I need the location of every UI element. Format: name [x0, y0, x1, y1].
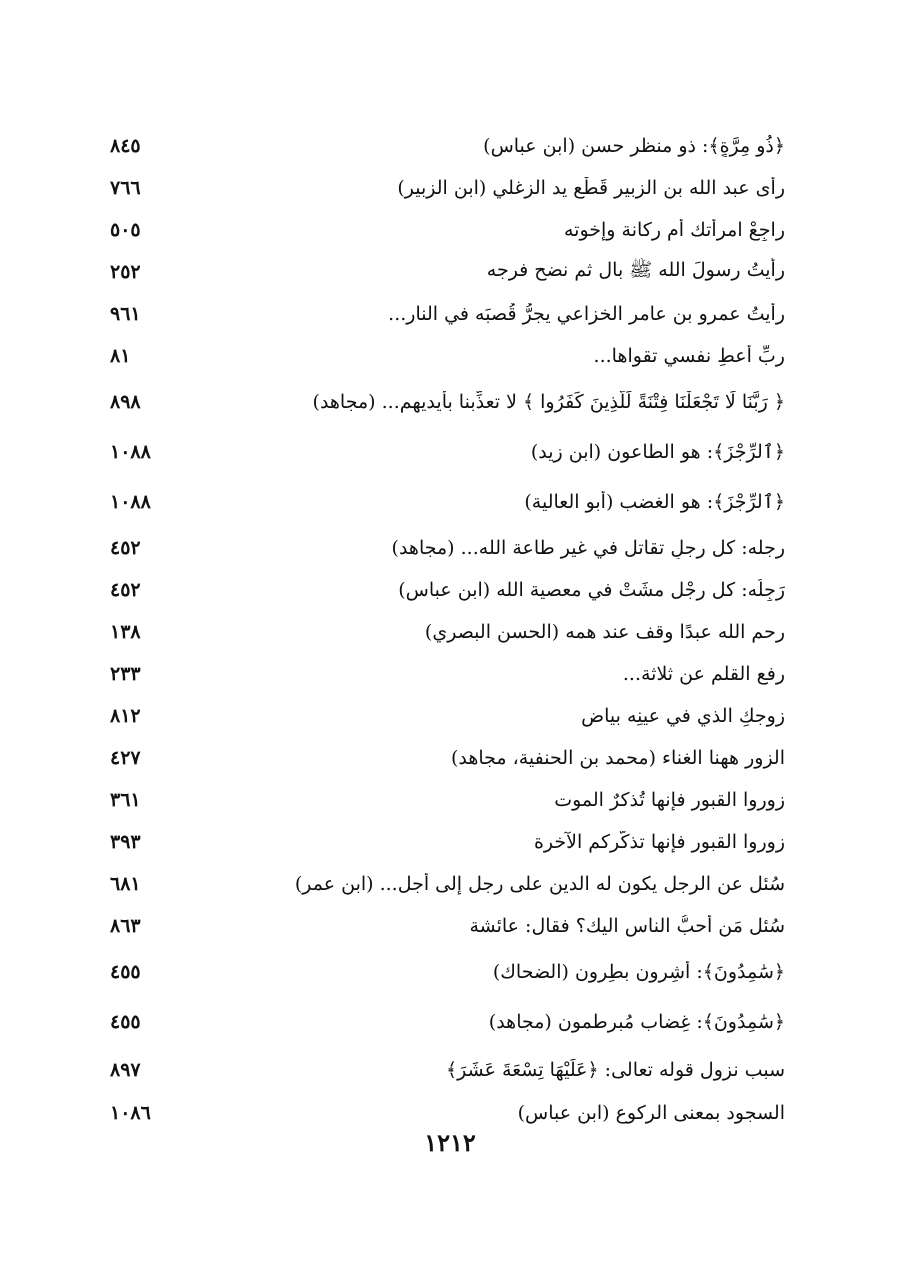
entry-text: زوجكِ الذي في عينِه بياض	[581, 705, 785, 727]
entry-page-number: ٨٤٥	[110, 135, 141, 157]
entry-page-number: ٣٩٣	[110, 831, 141, 853]
entry-text: زوروا القبور فإنها تُذكرٌ الموت	[554, 789, 785, 811]
entry-text: زوروا القبور فإنها تذكّركم الآخرة	[533, 831, 785, 853]
entry-page-number: ٢٣٣	[110, 663, 141, 685]
entry-page-number: ١٠٨٨	[110, 441, 151, 463]
entry-page-number: ٣٦١	[110, 789, 141, 811]
entry-text: رأى عبد الله بن الزبير قَطْع يد الزغلي (ابن الزبير)	[397, 177, 785, 199]
entry-page-number: ١٠٨٨	[110, 491, 151, 513]
index-entry	[110, 477, 785, 527]
index-entry	[110, 377, 785, 427]
entry-page-number: ٤٥٢	[110, 537, 141, 559]
index-entry	[110, 947, 785, 997]
entry-text: ﴿سَٰمِدُونَ﴾: أشِرون بطِرون (الضحاك)	[492, 961, 785, 983]
entry-text: سُئل مَن أحبُّ الناس اليك؟ فقال: عائشة	[469, 915, 785, 937]
index-entry	[110, 335, 785, 377]
entry-page-number: ٤٥٢	[110, 579, 141, 601]
entry-text: سبب نزول قوله تعالى: ﴿عَلَيْهَا تِسْعَةَ عَشَرَ﴾	[446, 1058, 785, 1081]
index-list	[110, 125, 785, 1134]
entry-page-number: ٦٨١	[110, 873, 141, 895]
index-entry	[110, 653, 785, 695]
index-entry	[110, 209, 785, 251]
index-entry	[110, 863, 785, 905]
index-entry	[110, 779, 785, 821]
entry-text: ﴿ٱلرِّجْزَ﴾: هو الغضب (أبو العالية)	[524, 491, 785, 513]
entry-page-number: ٨٦٣	[110, 915, 141, 937]
page-number: ١٢١٢	[424, 1128, 476, 1157]
entry-page-number: ١٠٨٦	[110, 1102, 151, 1124]
entry-text: السجود بمعنى الركوع (ابن عباس)	[517, 1102, 785, 1124]
index-entry	[110, 569, 785, 611]
entry-text: ربِّ أعطِ نفسي تقواها...	[593, 345, 785, 367]
index-entry	[110, 251, 785, 293]
index-entry	[110, 905, 785, 947]
entry-text: الزور ههنا الغناء (محمد بن الحنفية، مجاهد)	[450, 747, 785, 769]
entry-text: ﴿سَٰمِدُونَ﴾: غِضاب مُبرطمون (مجاهد)	[488, 1011, 785, 1033]
index-entry	[110, 427, 785, 477]
entry-page-number: ٨٩٨	[110, 391, 141, 413]
entry-text: رحم الله عبدًا وقف عند همه (الحسن البصري)	[424, 621, 785, 643]
entry-text: رأيتُ رسولَ الله ﷺ بال ثم نضح فرجه	[486, 259, 785, 281]
entry-page-number: ٢٥٢	[110, 261, 141, 283]
entry-page-number: ١٣٨	[110, 621, 141, 643]
entry-page-number: ٩٦١	[110, 303, 141, 325]
entry-page-number: ٨٩٧	[110, 1058, 141, 1081]
entry-text: ﴿ذُو مِرَّةٍ﴾: ذو منظر حسن (ابن عباس)	[483, 135, 785, 157]
entry-page-number: ٤٥٥	[110, 961, 141, 983]
index-entry	[110, 527, 785, 569]
index-entry	[110, 611, 785, 653]
index-entry	[110, 821, 785, 863]
index-entry	[110, 167, 785, 209]
entry-text: ﴿ رَبَّنَا لَا تَجْعَلْنَا فِتْنَةً لِّلَّذِينَ كَفَرُوا ﴾ لا تعذِّبنا بأيديهم... (مجاهد)	[312, 391, 785, 413]
entry-text: رفع القلم عن ثلاثة...	[622, 663, 785, 685]
index-entry	[110, 1047, 785, 1092]
entry-page-number: ٥٠٥	[110, 219, 141, 241]
entry-page-number: ٧٦٦	[110, 177, 141, 199]
entry-text: رجله: كل رجلٍ تقاتل في غير طاعة الله... (مجاهد)	[391, 537, 785, 559]
entry-page-number: ٨١	[110, 345, 131, 367]
index-entry	[110, 125, 785, 167]
entry-page-number: ٤٥٥	[110, 1011, 141, 1033]
entry-page-number: ٤٢٧	[110, 747, 141, 769]
entry-text: رَجِلُه: كل رِجْل مشَتْ في معصية الله (ابن عباس)	[398, 579, 785, 601]
entry-page-number: ٨١٢	[110, 705, 141, 727]
entry-text: رأيتُ عمرو بن عامر الخزاعي يجرُّ قُصبَه في النار...	[388, 303, 785, 325]
index-entry	[110, 695, 785, 737]
entry-text: راجِعْ امرأتك أم ركانة وإخوته	[563, 219, 785, 241]
entry-text: ﴿ٱلرِّجْزَ﴾: هو الطاعون (ابن زيد)	[530, 441, 785, 463]
index-entry	[110, 737, 785, 779]
index-entry	[110, 997, 785, 1047]
index-entry	[110, 293, 785, 335]
entry-text: سُئل عن الرجل يكون له الدين على رجل إلى أجل... (ابن عمر)	[294, 873, 785, 895]
